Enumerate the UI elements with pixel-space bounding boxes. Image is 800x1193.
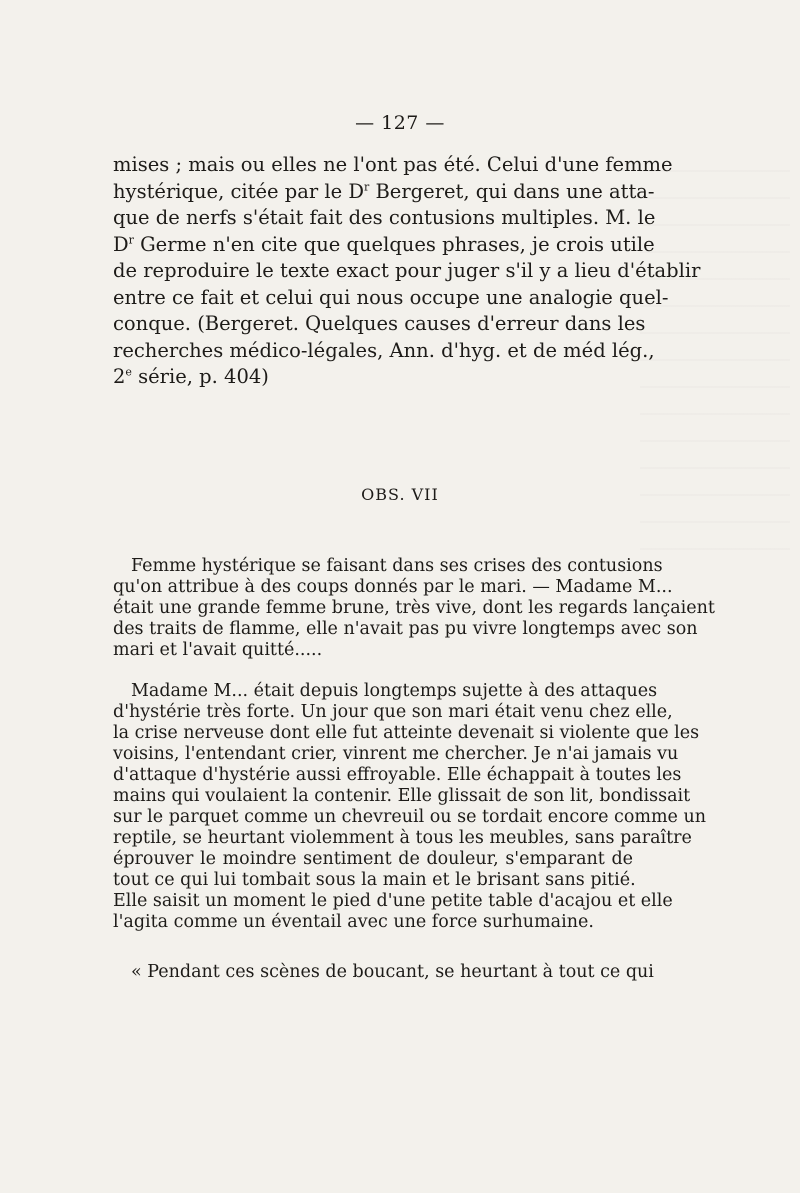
text-line: reptile, se heurtant violemment à tous les meubles, sans paraître — [113, 828, 692, 848]
text-line: des traits de flamme, elle n'avait pas pu vivre longtemps avec son — [113, 619, 698, 639]
text-line: voisins, l'entendant crier, vinrent me chercher. Je n'ai jamais vu — [113, 744, 679, 764]
text-line: entre ce fait et celui qui nous occupe une analogie quel- — [113, 285, 669, 309]
text-line: mises ; mais ou elles ne l'ont pas été. Celui d'une femme — [113, 153, 673, 176]
text-line: conque. (Bergeret. Quelques causes d'erreur dans les — [113, 312, 646, 335]
text-line: d'hystérie très forte. Un jour que son mari était venu chez elle, — [113, 702, 673, 722]
text-line: tout ce qui lui tombait sous la main et le brisant sans pitié. — [113, 870, 636, 890]
text-line: la crise nerveuse dont elle fut atteinte devenait si violente que les — [113, 723, 700, 743]
text-line: hystérique, citée par le $D^r$ Bergeret, qui dans une atta- — [113, 179, 655, 203]
paragraph-3 — [113, 962, 654, 983]
text-line: que de nerfs s'était fait des contusions multiples. M. le — [113, 206, 656, 229]
text-line: mains qui voulaient la contenir. Elle glissait de son lit, bondissait — [113, 786, 691, 806]
text-line: l'agita comme un éventail avec une force surhumaine. — [113, 912, 594, 932]
intro-paragraph — [113, 152, 701, 391]
paragraph-2 — [113, 681, 707, 933]
text-line: sur le parquet comme un chevreuil ou se tordait encore comme un — [113, 807, 707, 827]
text-line: Madame M... était depuis longtemps sujette à des attaques — [131, 681, 658, 701]
observation-heading: OBS. VII — [361, 485, 439, 504]
text-line: qu'on attribue à des coups donnés par le mari. — Madame M... — [113, 577, 673, 597]
paragraph-1 — [113, 556, 715, 661]
text-line: éprouver le moindre sentiment de douleur, s'emparant de — [113, 849, 633, 869]
text-line: Elle saisit un moment le pied d'une petite table d'acajou et elle — [113, 891, 673, 911]
text-line: $D^r$ Germe n'en cite que quelques phrases, je crois utile — [113, 232, 655, 256]
text-line: d'attaque d'hystérie aussi effroyable. Elle échappait à toutes les — [113, 765, 682, 785]
text-line: 2e série, p. 404) — [113, 365, 269, 388]
text-line: de reproduire le texte exact pour juger s'il y a lieu d'établir — [113, 259, 701, 282]
text-line: était une grande femme brune, très vive, dont les regards lançaient — [113, 598, 715, 618]
show-through-texture — [640, 170, 790, 570]
page-number: — 127 — — [355, 112, 445, 134]
text-line: « Pendant ces scènes de boucant, se heurtant à tout ce qui — [131, 962, 654, 982]
text-line: mari et l'avait quitté..... — [113, 640, 323, 660]
text-line: Femme hystérique se faisant dans ses crises des contusions — [131, 556, 663, 576]
text-line: recherches médico-légales, Ann. d'hyg. et de méd lég., — [113, 338, 655, 362]
